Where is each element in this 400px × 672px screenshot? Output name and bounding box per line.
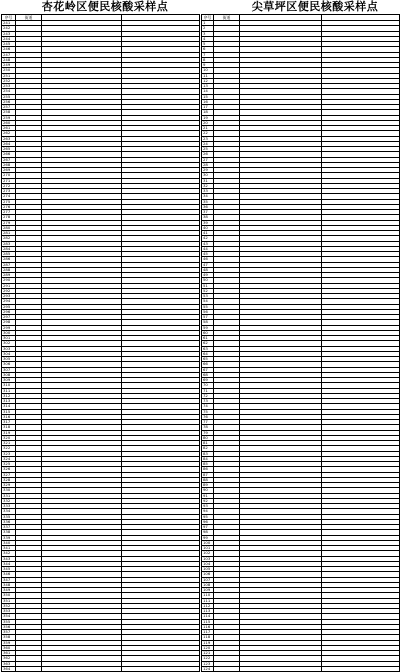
cell-no: 6 [202, 47, 214, 52]
cell-no: 316 [2, 414, 16, 419]
cell-no: 242 [2, 26, 16, 31]
cell-no: 287 [2, 262, 16, 267]
cell-no: 108 [202, 582, 214, 587]
cell-no: 42 [202, 236, 214, 241]
cell-no: 244 [2, 36, 16, 41]
cell-no: 298 [2, 320, 16, 325]
cell-no: 71 [202, 388, 214, 393]
cell-no: 65 [202, 357, 214, 362]
cell-no: 301 [2, 336, 16, 341]
cell-no: 35 [202, 199, 214, 204]
cell-no: 120 [202, 645, 214, 650]
cell-no: 57 [202, 315, 214, 320]
cell-no: 278 [2, 215, 16, 220]
cell-no: 121 [202, 651, 214, 656]
cell-no: 23 [202, 136, 214, 141]
cell-no: 74 [202, 404, 214, 409]
cell-no: 358 [2, 635, 16, 640]
cell-no: 282 [2, 236, 16, 241]
cell-no: 96 [202, 519, 214, 524]
cell-no: 75 [202, 409, 214, 414]
jiancaoping-panel [201, 0, 399, 671]
cell-no: 321 [2, 441, 16, 446]
cell-no: 83 [202, 451, 214, 456]
cell-no: 251 [2, 73, 16, 78]
cell-no: 268 [2, 162, 16, 167]
cell-no: 113 [202, 609, 214, 614]
cell-address [322, 666, 400, 671]
cell-no: 22 [202, 131, 214, 136]
cell-no: 5 [202, 42, 214, 47]
cell-no: 332 [2, 498, 16, 503]
cell-no: 28 [202, 162, 214, 167]
cell-no: 67 [202, 367, 214, 372]
xinghualing-title: 杏花岭区便民核酸采样点 [41, 0, 169, 13]
cell-no: 29 [202, 168, 214, 173]
cell-no: 299 [2, 325, 16, 330]
cell-no: 247 [2, 52, 16, 57]
cell-no: 269 [2, 168, 16, 173]
cell-no: 271 [2, 178, 16, 183]
cell-no: 304 [2, 351, 16, 356]
cell-no: 102 [202, 551, 214, 556]
cell-no: 38 [202, 215, 214, 220]
cell-no: 55 [202, 304, 214, 309]
cell-no: 350 [2, 593, 16, 598]
cell-no: 72 [202, 393, 214, 398]
xinghualing-panel [1, 0, 199, 671]
cell-no: 39 [202, 220, 214, 225]
cell-no: 317 [2, 420, 16, 425]
cell-no: 323 [2, 451, 16, 456]
cell-no: 246 [2, 47, 16, 52]
cell-no: 85 [202, 462, 214, 467]
cell-no: 352 [2, 603, 16, 608]
cell-no: 59 [202, 325, 214, 330]
cell-no: 325 [2, 462, 16, 467]
cell-no: 114 [202, 614, 214, 619]
cell-no: 91 [202, 493, 214, 498]
cell-no: 30 [202, 173, 214, 178]
cell-no: 33 [202, 189, 214, 194]
cell-no: 48 [202, 267, 214, 272]
cell-no: 276 [2, 204, 16, 209]
cell-address [122, 666, 200, 671]
cell-no: 78 [202, 425, 214, 430]
cell-no: 331 [2, 493, 16, 498]
cell-no: 255 [2, 94, 16, 99]
cell-no: 297 [2, 315, 16, 320]
cell-no: 290 [2, 278, 16, 283]
cell-no: 273 [2, 189, 16, 194]
cell-no: 1 [202, 21, 214, 26]
cell-no: 326 [2, 467, 16, 472]
table-row [202, 666, 400, 671]
cell-no: 81 [202, 441, 214, 446]
cell-no: 68 [202, 372, 214, 377]
cell-no: 295 [2, 304, 16, 309]
cell-no: 94 [202, 509, 214, 514]
cell-no: 277 [2, 210, 16, 215]
cell-no: 82 [202, 446, 214, 451]
cell-no: 254 [2, 89, 16, 94]
cell-no: 289 [2, 273, 16, 278]
cell-no: 26 [202, 152, 214, 157]
cell-no: 307 [2, 367, 16, 372]
cell-no: 18 [202, 110, 214, 115]
cell-no: 58 [202, 320, 214, 325]
cell-no: 314 [2, 404, 16, 409]
cell-no: 61 [202, 336, 214, 341]
header-street: 街道 [16, 15, 42, 21]
cell-no: 97 [202, 525, 214, 530]
cell-no: 363 [2, 661, 16, 666]
cell-no: 25 [202, 147, 214, 152]
cell-no: 47 [202, 262, 214, 267]
cell-no: 73 [202, 399, 214, 404]
cell-no: 122 [202, 656, 214, 661]
cell-no: 79 [202, 430, 214, 435]
cell-no: 279 [2, 220, 16, 225]
cell-no: 329 [2, 483, 16, 488]
cell-no: 267 [2, 157, 16, 162]
cell-no: 322 [2, 446, 16, 451]
cell-no: 248 [2, 57, 16, 62]
cell-no: 36 [202, 204, 214, 209]
cell-no: 27 [202, 157, 214, 162]
cell-no: 88 [202, 477, 214, 482]
cell-no: 124 [202, 666, 214, 671]
cell-no: 348 [2, 582, 16, 587]
cell-no: 266 [2, 152, 16, 157]
cell-no: 50 [202, 278, 214, 283]
cell-no: 90 [202, 488, 214, 493]
cell-no: 15 [202, 94, 214, 99]
cell-no: 99 [202, 535, 214, 540]
cell-no: 100 [202, 540, 214, 545]
cell-no: 4 [202, 36, 214, 41]
cell-no: 256 [2, 99, 16, 104]
cell-no: 49 [202, 273, 214, 278]
header-no: 序号 [2, 15, 16, 21]
cell-no: 106 [202, 572, 214, 577]
cell-no: 343 [2, 556, 16, 561]
cell-no: 116 [202, 624, 214, 629]
cell-no: 281 [2, 231, 16, 236]
cell-no: 280 [2, 225, 16, 230]
cell-no: 118 [202, 635, 214, 640]
cell-no: 354 [2, 614, 16, 619]
cell-no: 320 [2, 435, 16, 440]
cell-no: 10 [202, 68, 214, 73]
cell-no: 109 [202, 588, 214, 593]
cell-no: 56 [202, 309, 214, 314]
xinghualing-rows [2, 21, 200, 672]
cell-no: 335 [2, 514, 16, 519]
cell-no: 95 [202, 514, 214, 519]
cell-no: 119 [202, 640, 214, 645]
cell-no: 76 [202, 414, 214, 419]
cell-no: 360 [2, 645, 16, 650]
cell-no: 283 [2, 241, 16, 246]
jiancaoping-table [201, 14, 400, 672]
header-street: 街道 [214, 15, 240, 21]
cell-no: 11 [202, 73, 214, 78]
cell-no: 264 [2, 141, 16, 146]
cell-no: 355 [2, 619, 16, 624]
cell-no: 31 [202, 178, 214, 183]
cell-no: 306 [2, 362, 16, 367]
cell-no: 265 [2, 147, 16, 152]
cell-no: 361 [2, 651, 16, 656]
cell-no: 44 [202, 246, 214, 251]
cell-no: 93 [202, 504, 214, 509]
cell-no: 339 [2, 535, 16, 540]
cell-no: 107 [202, 577, 214, 582]
cell-no: 260 [2, 120, 16, 125]
cell-no: 3 [202, 31, 214, 36]
cell-no: 356 [2, 624, 16, 629]
header-no: 序号 [202, 15, 214, 21]
cell-street [16, 666, 42, 671]
cell-no: 20 [202, 120, 214, 125]
cell-no: 258 [2, 110, 16, 115]
cell-site-name [240, 666, 322, 671]
cell-no: 241 [2, 21, 16, 26]
cell-no: 92 [202, 498, 214, 503]
xinghualing-table [1, 14, 200, 672]
cell-no: 98 [202, 530, 214, 535]
cell-no: 70 [202, 383, 214, 388]
cell-no: 310 [2, 383, 16, 388]
cell-no: 257 [2, 105, 16, 110]
cell-no: 66 [202, 362, 214, 367]
jiancaoping-title: 尖草坪区便民核酸采样点 [251, 0, 379, 13]
cell-no: 63 [202, 346, 214, 351]
cell-no: 344 [2, 561, 16, 566]
cell-no: 84 [202, 456, 214, 461]
table-row [2, 666, 200, 671]
cell-no: 357 [2, 630, 16, 635]
cell-no: 87 [202, 472, 214, 477]
cell-no: 21 [202, 126, 214, 131]
cell-no: 41 [202, 231, 214, 236]
cell-no: 338 [2, 530, 16, 535]
cell-no: 104 [202, 561, 214, 566]
cell-no: 296 [2, 309, 16, 314]
cell-no: 12 [202, 78, 214, 83]
jiancaoping-rows [202, 21, 400, 672]
cell-no: 313 [2, 399, 16, 404]
cell-no: 252 [2, 78, 16, 83]
cell-no: 9 [202, 63, 214, 68]
cell-no: 250 [2, 68, 16, 73]
cell-no: 336 [2, 519, 16, 524]
cell-no: 346 [2, 572, 16, 577]
cell-no: 37 [202, 210, 214, 215]
cell-no: 337 [2, 525, 16, 530]
cell-no: 52 [202, 288, 214, 293]
cell-no: 7 [202, 52, 214, 57]
cell-no: 342 [2, 551, 16, 556]
cell-no: 341 [2, 546, 16, 551]
cell-no: 62 [202, 341, 214, 346]
cell-no: 17 [202, 105, 214, 110]
cell-no: 14 [202, 89, 214, 94]
cell-no: 101 [202, 546, 214, 551]
cell-no: 275 [2, 199, 16, 204]
cell-no: 53 [202, 294, 214, 299]
cell-no: 311 [2, 388, 16, 393]
cell-no: 105 [202, 567, 214, 572]
cell-no: 64 [202, 351, 214, 356]
cell-no: 334 [2, 509, 16, 514]
cell-no: 319 [2, 430, 16, 435]
cell-no: 324 [2, 456, 16, 461]
cell-no: 270 [2, 173, 16, 178]
cell-no: 86 [202, 467, 214, 472]
cell-no: 24 [202, 141, 214, 146]
cell-no: 8 [202, 57, 214, 62]
cell-no: 284 [2, 246, 16, 251]
cell-no: 32 [202, 183, 214, 188]
cell-no: 351 [2, 598, 16, 603]
cell-no: 111 [202, 598, 214, 603]
cell-no: 16 [202, 99, 214, 104]
cell-no: 292 [2, 288, 16, 293]
cell-no: 89 [202, 483, 214, 488]
cell-no: 302 [2, 341, 16, 346]
cell-no: 110 [202, 593, 214, 598]
cell-no: 54 [202, 299, 214, 304]
cell-no: 353 [2, 609, 16, 614]
cell-no: 318 [2, 425, 16, 430]
cell-no: 330 [2, 488, 16, 493]
cell-no: 293 [2, 294, 16, 299]
cell-no: 345 [2, 567, 16, 572]
cell-no: 327 [2, 472, 16, 477]
cell-site-name [42, 666, 122, 671]
cell-no: 69 [202, 378, 214, 383]
cell-no: 300 [2, 330, 16, 335]
cell-no: 364 [2, 666, 16, 671]
cell-no: 328 [2, 477, 16, 482]
cell-no: 286 [2, 257, 16, 262]
cell-no: 305 [2, 357, 16, 362]
cell-no: 40 [202, 225, 214, 230]
cell-no: 347 [2, 577, 16, 582]
cell-no: 45 [202, 252, 214, 257]
cell-no: 349 [2, 588, 16, 593]
cell-no: 315 [2, 409, 16, 414]
cell-no: 112 [202, 603, 214, 608]
cell-no: 249 [2, 63, 16, 68]
cell-no: 2 [202, 26, 214, 31]
cell-no: 263 [2, 136, 16, 141]
cell-no: 77 [202, 420, 214, 425]
cell-no: 274 [2, 194, 16, 199]
cell-no: 291 [2, 283, 16, 288]
cell-no: 308 [2, 372, 16, 377]
cell-street [214, 666, 240, 671]
cell-no: 253 [2, 84, 16, 89]
cell-no: 259 [2, 115, 16, 120]
cell-no: 333 [2, 504, 16, 509]
cell-no: 288 [2, 267, 16, 272]
cell-no: 51 [202, 283, 214, 288]
cell-no: 115 [202, 619, 214, 624]
cell-no: 245 [2, 42, 16, 47]
cell-no: 60 [202, 330, 214, 335]
cell-no: 309 [2, 378, 16, 383]
cell-no: 46 [202, 257, 214, 262]
cell-no: 262 [2, 131, 16, 136]
cell-no: 43 [202, 241, 214, 246]
cell-no: 103 [202, 556, 214, 561]
cell-no: 123 [202, 661, 214, 666]
cell-no: 243 [2, 31, 16, 36]
cell-no: 294 [2, 299, 16, 304]
cell-no: 303 [2, 346, 16, 351]
cell-no: 272 [2, 183, 16, 188]
cell-no: 340 [2, 540, 16, 545]
cell-no: 285 [2, 252, 16, 257]
cell-no: 362 [2, 656, 16, 661]
cell-no: 80 [202, 435, 214, 440]
cell-no: 359 [2, 640, 16, 645]
cell-no: 34 [202, 194, 214, 199]
cell-no: 117 [202, 630, 214, 635]
cell-no: 19 [202, 115, 214, 120]
cell-no: 261 [2, 126, 16, 131]
cell-no: 312 [2, 393, 16, 398]
cell-no: 13 [202, 84, 214, 89]
